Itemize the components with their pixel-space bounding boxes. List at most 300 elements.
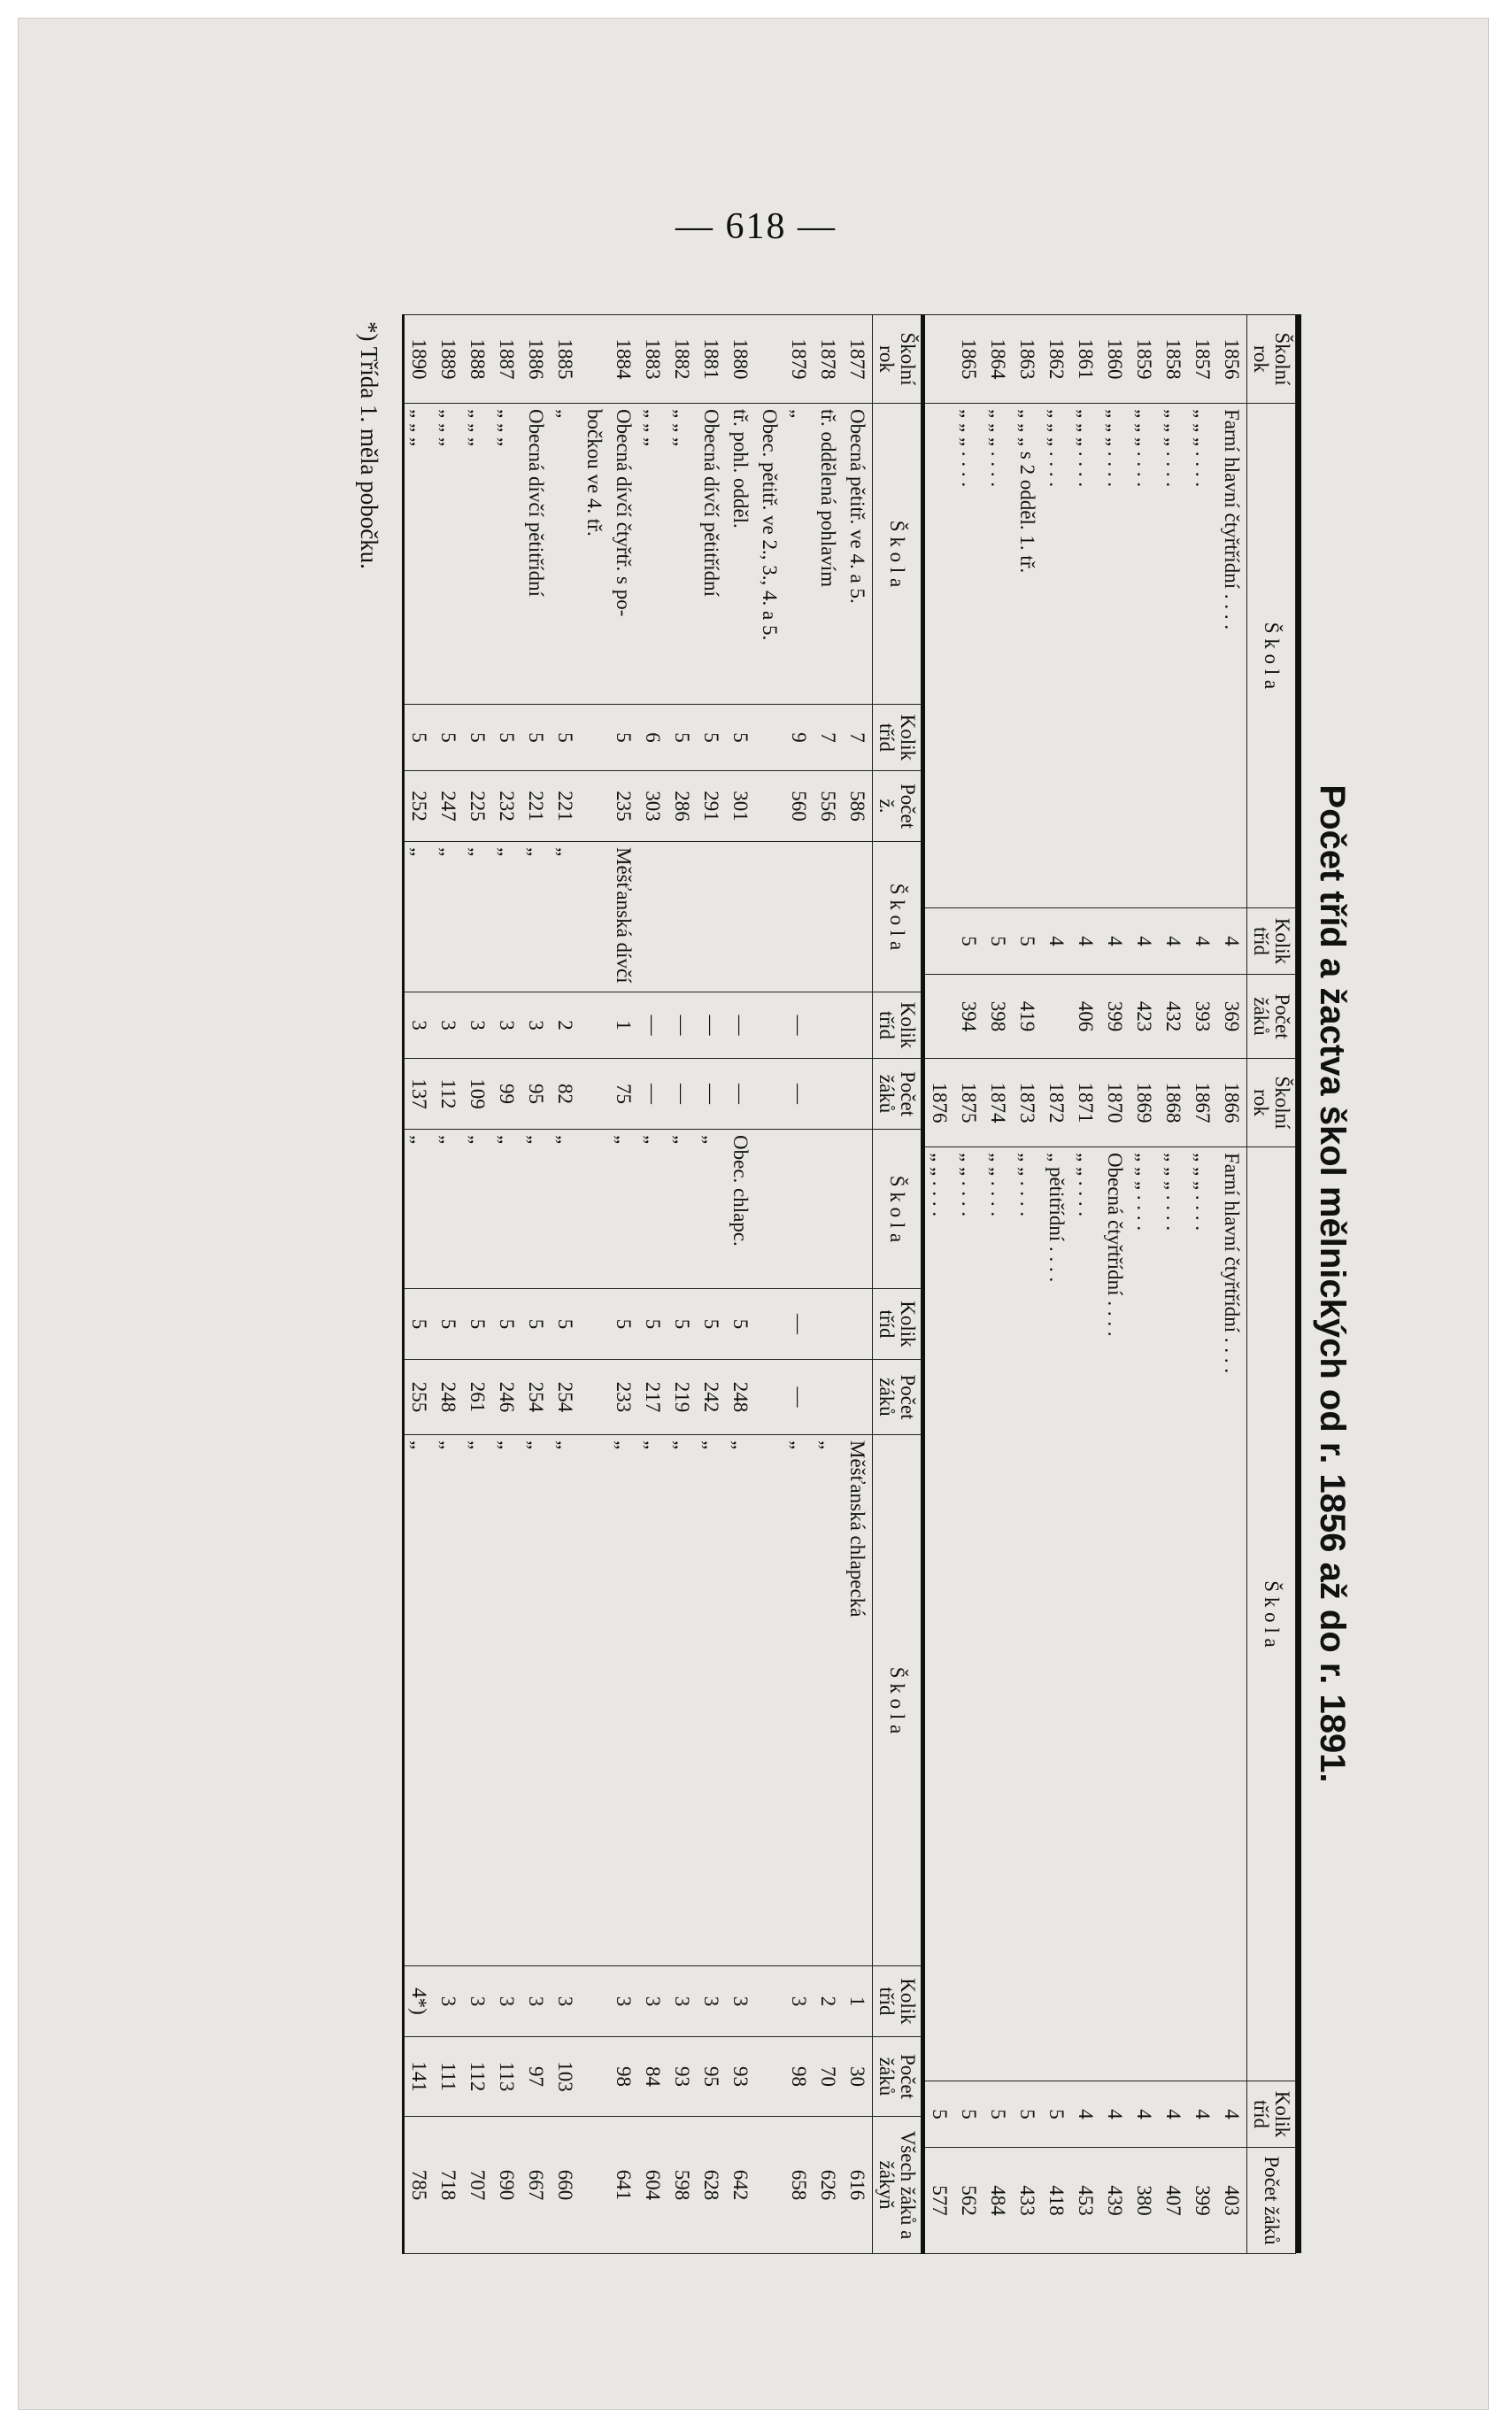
table1-cell: 380 [1130, 2148, 1159, 2254]
table1-cell: 4 [1071, 908, 1100, 975]
table1-cell: „ „ „ . . . . [1188, 404, 1217, 908]
table2-cell: „ „ „ [492, 404, 521, 705]
table2-cell: 5 [434, 1289, 463, 1360]
table2-cell: 1883 [638, 315, 667, 404]
table2-cell [755, 771, 784, 842]
table2-cell: „ [551, 1435, 580, 1966]
table-row [1071, 315, 1100, 2254]
table2-cell: 95 [521, 1059, 551, 1130]
table2-cell: „ [784, 1435, 814, 1966]
table-row [667, 315, 697, 2254]
table-row [1159, 315, 1188, 2254]
table2-cell: 248 [434, 1360, 463, 1435]
table2-cell: 1881 [697, 315, 726, 404]
table2-cell [843, 1289, 873, 1360]
table2-cell: „ [551, 842, 580, 992]
table2-cell: 1 [843, 1966, 873, 2037]
table-row [492, 315, 521, 2254]
table1-cell: 393 [1188, 975, 1217, 1059]
table2-cell: „ [667, 1435, 697, 1966]
table2-cell: 3 [726, 1966, 755, 2037]
table2-cell: 3 [667, 1966, 697, 2037]
table1-cell: 1861 [1071, 315, 1100, 404]
table-row [1217, 315, 1247, 2254]
table1-cell: 398 [984, 975, 1013, 1059]
table2-cell: 9 [784, 705, 814, 771]
rotated-content [257, 314, 1363, 2253]
table2-cell: 286 [667, 771, 697, 842]
table2-cell: 98 [784, 2037, 814, 2117]
table1-cell: „ „ „ . . . . [1042, 404, 1071, 908]
table1-cell: 4 [1130, 2081, 1159, 2148]
table-1856-1876 [922, 314, 1296, 2254]
table2-cell: „ [726, 1435, 755, 1966]
table2-cell: „ „ „ [404, 404, 435, 705]
table2-cell: 232 [492, 771, 521, 842]
table-1877-1890 [402, 314, 922, 2254]
table2-cell: 1880 [726, 315, 755, 404]
table2-cell: 5 [726, 1289, 755, 1360]
table1-cell: „ „ „ . . . . [1188, 1147, 1217, 2081]
table2-cell: 5 [463, 1289, 492, 1360]
table2-cell: 598 [667, 2117, 697, 2254]
table2-cell [843, 992, 873, 1059]
table1-header-4: Školní rok [1247, 1059, 1296, 1147]
table2-cell: 2 [551, 992, 580, 1059]
table2-cell: 219 [667, 1360, 697, 1435]
table2-cell: 5 [521, 1289, 551, 1360]
table-row [843, 315, 873, 2254]
table1-cell: 4 [1100, 2081, 1130, 2148]
table1-cell: 5 [1013, 2081, 1042, 2148]
table2-cell: 75 [609, 1059, 638, 1130]
table2-cell: 3 [521, 1966, 551, 2037]
table2-cell: 113 [492, 2037, 521, 2117]
table2-cell: 667 [521, 2117, 551, 2254]
table2-cell: „ „ „ [463, 404, 492, 705]
table2-cell: 137 [404, 1059, 435, 1130]
table1-cell: 4 [1217, 2081, 1247, 2148]
table2-cell: „ [434, 842, 463, 992]
table2-header-13: Všech žáků a žákyň [873, 2117, 922, 2254]
table1-cell: 5 [954, 908, 984, 975]
table2-cell: „ [404, 1130, 435, 1289]
table2-cell: 1886 [521, 315, 551, 404]
table2-cell: — [784, 992, 814, 1059]
table1-cell: 4 [1188, 2081, 1217, 2148]
table2-cell: „ [521, 842, 551, 992]
table2-cell [755, 1059, 784, 1130]
table2-cell: 5 [463, 705, 492, 771]
table2-cell: „ [434, 1435, 463, 1966]
table1-header-7: Počet žáků [1247, 2148, 1296, 2254]
table1-cell: 1856 [1217, 315, 1247, 404]
table1-cell: 5 [1013, 908, 1042, 975]
table2-cell [697, 842, 726, 992]
table2-cell [580, 1059, 609, 1130]
table1-cell: 1862 [1042, 315, 1071, 404]
table2-cell: 242 [697, 1360, 726, 1435]
table2-cell: 1888 [463, 315, 492, 404]
table2-cell: 254 [521, 1360, 551, 1435]
table1-cell [1042, 975, 1071, 1059]
table2-header-11: Kolik tříd [873, 1966, 922, 2037]
table1-header-2: Kolik tříd [1247, 908, 1296, 975]
table1-cell: 399 [1100, 975, 1130, 1059]
table2-header-6: Počet žáků [873, 1059, 922, 1130]
table2-cell: 98 [609, 2037, 638, 2117]
table2-cell: „ [492, 1130, 521, 1289]
table1-cell: 439 [1100, 2148, 1130, 2254]
table-row [755, 315, 784, 2254]
table2-cell: „ [667, 1130, 697, 1289]
table2-cell: 628 [697, 2117, 726, 2254]
table2-cell: — [784, 1289, 814, 1360]
table2-cell [667, 842, 697, 992]
table1-cell: „ „ „ . . . . [1159, 404, 1188, 908]
footnote: *) Třída 1. měla pobočku. [356, 321, 382, 569]
table1-cell: 1857 [1188, 315, 1217, 404]
table2-cell: 3 [521, 992, 551, 1059]
table2-cell [843, 1059, 873, 1130]
table2-cell: 5 [609, 1289, 638, 1360]
table1-cell: „ „ . . . . [984, 1147, 1013, 2081]
table2-cell: 217 [638, 1360, 667, 1435]
table2-cell: 247 [434, 771, 463, 842]
table2-cell: 1890 [404, 315, 435, 404]
table2-cell: „ [697, 1130, 726, 1289]
table1-cell: 4 [1042, 908, 1071, 975]
table2-cell: 560 [784, 771, 814, 842]
table2-cell [580, 1130, 609, 1289]
table2-cell: — [697, 1059, 726, 1130]
table2-cell: „ [551, 1130, 580, 1289]
table1-header-3: Počet žáků [1247, 975, 1296, 1059]
table1-cell: 1875 [954, 1059, 984, 1147]
table1-cell: 4 [1071, 2081, 1100, 2148]
table1-header-0: Školní rok [1247, 315, 1296, 404]
table2-cell: 707 [463, 2117, 492, 2254]
table2-cell [784, 842, 814, 992]
table2-cell: 3 [434, 1966, 463, 2037]
table1-cell [924, 975, 955, 1059]
table2-cell: 235 [609, 771, 638, 842]
table2-cell: 1882 [667, 315, 697, 404]
table2-cell: „ [609, 1435, 638, 1966]
table1-cell: 4 [1159, 908, 1188, 975]
table2-cell: 5 [404, 705, 435, 771]
table2-cell: 3 [463, 992, 492, 1059]
table1-cell: Obecná čtyřtřídní . . . . [1100, 1147, 1130, 2081]
table2-cell: 95 [697, 2037, 726, 2117]
table-row [784, 315, 814, 2254]
table1-cell: 403 [1217, 2148, 1247, 2254]
table2-cell: 5 [667, 1289, 697, 1360]
table2-cell: 1878 [814, 315, 843, 404]
table2-cell [843, 1360, 873, 1435]
table2-cell: 3 [697, 1966, 726, 2037]
table2-header-7: Š k o l a [873, 1130, 922, 1289]
table2-cell [843, 842, 873, 992]
table2-cell: 111 [434, 2037, 463, 2117]
table1-cell: 1867 [1188, 1059, 1217, 1147]
table2-cell: 5 [697, 1289, 726, 1360]
table2-cell [814, 1130, 843, 1289]
table2-cell: 301 [726, 771, 755, 842]
table2-header-5: Kolik tříd [873, 992, 922, 1059]
table2-cell: — [784, 1360, 814, 1435]
page-number: — 618 — [675, 206, 837, 247]
table2-cell [814, 992, 843, 1059]
table1-cell: 1858 [1159, 315, 1188, 404]
table1-cell [924, 404, 955, 908]
table2-cell: „ [492, 1435, 521, 1966]
table2-header-3: Počet ž. [873, 771, 922, 842]
table2-cell [580, 1289, 609, 1360]
table2-cell: „ [638, 1130, 667, 1289]
table2-cell: 3 [492, 1966, 521, 2037]
table-row [404, 315, 435, 2254]
table2-cell: 5 [551, 1289, 580, 1360]
table1-cell: 423 [1130, 975, 1159, 1059]
table2-cell: Obec. chlapc. [726, 1130, 755, 1289]
table2-cell: Obec. pětitř. ve 2., 3., 4. a 5. [755, 404, 784, 705]
table1-cell: 1866 [1217, 1059, 1247, 1147]
table2-cell: 5 [667, 705, 697, 771]
table2-cell [784, 1130, 814, 1289]
table-row [434, 315, 463, 2254]
table2-cell [755, 992, 784, 1059]
table1-cell: 1870 [1100, 1059, 1130, 1147]
table1-cell: 419 [1013, 975, 1042, 1059]
table1-cell: 1859 [1130, 315, 1159, 404]
table1-cell: 407 [1159, 2148, 1188, 2254]
table-row [638, 315, 667, 2254]
table2-cell: 109 [463, 1059, 492, 1130]
table-row [1130, 315, 1159, 2254]
table2-cell: „ [463, 842, 492, 992]
table2-cell: 626 [814, 2117, 843, 2254]
table2-cell: — [726, 1059, 755, 1130]
table1-cell: „ „ . . . . [954, 1147, 984, 2081]
table2-cell: 291 [697, 771, 726, 842]
table1-cell: 1872 [1042, 1059, 1071, 1147]
table2-cell: „ [404, 1435, 435, 1966]
table2-cell: 556 [814, 771, 843, 842]
table2-cell: 660 [551, 2117, 580, 2254]
table2-cell: „ [492, 842, 521, 992]
table1-cell: 5 [954, 2081, 984, 2148]
table2-cell: 5 [551, 705, 580, 771]
table2-cell: 248 [726, 1360, 755, 1435]
table2-cell: Obecná pětitř. ve 4. a 5. [843, 404, 873, 705]
table1-cell: „ „ „ . . . . [1130, 404, 1159, 908]
table1-cell: „ pětitřídní . . . . [1042, 1147, 1071, 2081]
table-row [954, 315, 984, 2254]
table1-cell: 1863 [1013, 315, 1042, 404]
table2-cell: 5 [404, 1289, 435, 1360]
table1-cell: 5 [1042, 2081, 1071, 2148]
table1-header-5: Š k o l a [1247, 1147, 1296, 2081]
table2-cell: tř. pohl. odděl. [726, 404, 755, 705]
table1-cell: 5 [984, 908, 1013, 975]
table2-cell: „ „ „ [638, 404, 667, 705]
table2-cell: 97 [521, 2037, 551, 2117]
table2-cell: bočkou ve 4. tř. [580, 404, 609, 705]
table2-cell: Obecná dívčí pětitřídní [697, 404, 726, 705]
table1-cell: 4 [1188, 908, 1217, 975]
table2-cell [755, 1435, 784, 1966]
table1-header-6: Kolik tříd [1247, 2081, 1296, 2148]
table2-cell: 246 [492, 1360, 521, 1435]
table2-cell: „ [521, 1130, 551, 1289]
table1-cell: 432 [1159, 975, 1188, 1059]
table2-cell: 5 [434, 705, 463, 771]
table2-cell: 642 [726, 2117, 755, 2254]
table2-cell: 5 [492, 705, 521, 771]
table2-cell: 4*) [404, 1966, 435, 2037]
table2-cell [755, 1289, 784, 1360]
table1-cell: 1865 [954, 315, 984, 404]
table-title: Počet tříd a žactva škol mělnických od r. 1856 až do r. 1891. [1296, 314, 1363, 2253]
table2-cell [814, 1360, 843, 1435]
table2-cell [814, 1289, 843, 1360]
table2-cell [755, 842, 784, 992]
table2-cell: 3 [609, 1966, 638, 2037]
table2-cell [580, 771, 609, 842]
table2-cell: 5 [638, 1289, 667, 1360]
table2-cell: 7 [814, 705, 843, 771]
table2-cell: 221 [521, 771, 551, 842]
table-row [814, 315, 843, 2254]
table2-cell: — [726, 992, 755, 1059]
table1-cell: 484 [984, 2148, 1013, 2254]
table2-header-9: Počet žáků [873, 1360, 922, 1435]
table2-cell: 3 [404, 992, 435, 1059]
table1-cell: 4 [1100, 908, 1130, 975]
table1-cell [924, 908, 955, 975]
table2-cell: 112 [463, 2037, 492, 2117]
table2-cell: 616 [843, 2117, 873, 2254]
table1-cell: „ „ . . . . [924, 1147, 955, 2081]
table2-cell: 1 [609, 992, 638, 1059]
table2-cell: 1879 [784, 315, 814, 404]
table2-cell: Obecná dívčí čtyřtř. s po- [609, 404, 638, 705]
table2-cell: 1885 [551, 315, 580, 404]
table1-cell: „ „ „ . . . . [984, 404, 1013, 908]
table2-cell: 1884 [609, 315, 638, 404]
table2-cell: „ [814, 1435, 843, 1966]
table2-cell: 3 [784, 1966, 814, 2037]
table1-cell: 394 [954, 975, 984, 1059]
table1-cell: 418 [1042, 2148, 1071, 2254]
table-row [726, 315, 755, 2254]
table-row [697, 315, 726, 2254]
table2-cell: 6 [638, 705, 667, 771]
table2-cell: Měšťanská dívčí [609, 842, 638, 992]
table1-cell: „ „ „ . . . . [1071, 404, 1100, 908]
table1-cell: „ „ „ . . . . [1130, 1147, 1159, 2081]
table2-cell: — [784, 1059, 814, 1130]
table2-cell [755, 1130, 784, 1289]
table-row [463, 315, 492, 2254]
table2-cell: „ „ „ [667, 404, 697, 705]
table1-cell: Farní hlavní čtyřtřídní . . . . [1217, 1147, 1247, 2081]
table1-cell: 562 [954, 2148, 984, 2254]
table2-cell [580, 992, 609, 1059]
table2-cell [755, 2117, 784, 2254]
table2-cell: — [638, 1059, 667, 1130]
table2-cell: Měšťanská chlapecká [843, 1435, 873, 1966]
table2-cell: 3 [638, 1966, 667, 2037]
table2-cell: — [667, 992, 697, 1059]
table2-cell [755, 1360, 784, 1435]
table2-cell: 5 [697, 705, 726, 771]
table2-cell: 586 [843, 771, 873, 842]
table2-cell: 99 [492, 1059, 521, 1130]
table1-cell: 1868 [1159, 1059, 1188, 1147]
table2-cell: 103 [551, 2037, 580, 2117]
table-row [521, 315, 551, 2254]
table2-cell: 785 [404, 2117, 435, 2254]
table1-cell: 1874 [984, 1059, 1013, 1147]
table1-cell: „ „ . . . . [1013, 1147, 1042, 2081]
table1-cell: 5 [924, 2081, 955, 2148]
table2-cell [580, 705, 609, 771]
table1-cell: „ „ . . . . [1071, 1147, 1100, 2081]
table2-cell: 112 [434, 1059, 463, 1130]
table2-cell: 82 [551, 1059, 580, 1130]
table1-cell: „ „ „ . . . . [954, 404, 984, 908]
table2-cell [580, 1966, 609, 2037]
table2-cell [755, 2037, 784, 2117]
table2-cell [580, 1435, 609, 1966]
table2-cell [814, 842, 843, 992]
table1-cell: 1876 [924, 1059, 955, 1147]
table2-cell: 641 [609, 2117, 638, 2254]
table2-cell: 5 [521, 705, 551, 771]
table2-cell: 261 [463, 1360, 492, 1435]
table2-cell: „ [463, 1130, 492, 1289]
table2-cell: 1889 [434, 315, 463, 404]
table2-header-8: Kolik tříd [873, 1289, 922, 1360]
table-row [984, 315, 1013, 2254]
table2-cell: „ [609, 1130, 638, 1289]
table1-cell: 406 [1071, 975, 1100, 1059]
table2-cell: 303 [638, 771, 667, 842]
table2-cell: „ [463, 1435, 492, 1966]
table2-cell: 30 [843, 2037, 873, 2117]
table2-header-1: Š k o l a [873, 404, 922, 705]
table-row [1013, 315, 1042, 2254]
table2-cell: 141 [404, 2037, 435, 2117]
table2-cell [726, 842, 755, 992]
table1-cell: 1860 [1100, 315, 1130, 404]
table2-cell [580, 1360, 609, 1435]
table1-cell: 1864 [984, 315, 1013, 404]
table2-cell: 3 [463, 1966, 492, 2037]
table2-cell: 3 [434, 992, 463, 1059]
table2-cell: „ [784, 404, 814, 705]
table2-cell: — [697, 992, 726, 1059]
table2-cell: 2 [814, 1966, 843, 2037]
table1-cell: 1869 [1130, 1059, 1159, 1147]
table2-header-10: Š k o l a [873, 1435, 922, 1966]
table2-cell: 1877 [843, 315, 873, 404]
table2-cell: „ [434, 1130, 463, 1289]
table1-cell: „ „ „ s 2 odděl. 1. tř. [1013, 404, 1042, 908]
table1-cell: 433 [1013, 2148, 1042, 2254]
